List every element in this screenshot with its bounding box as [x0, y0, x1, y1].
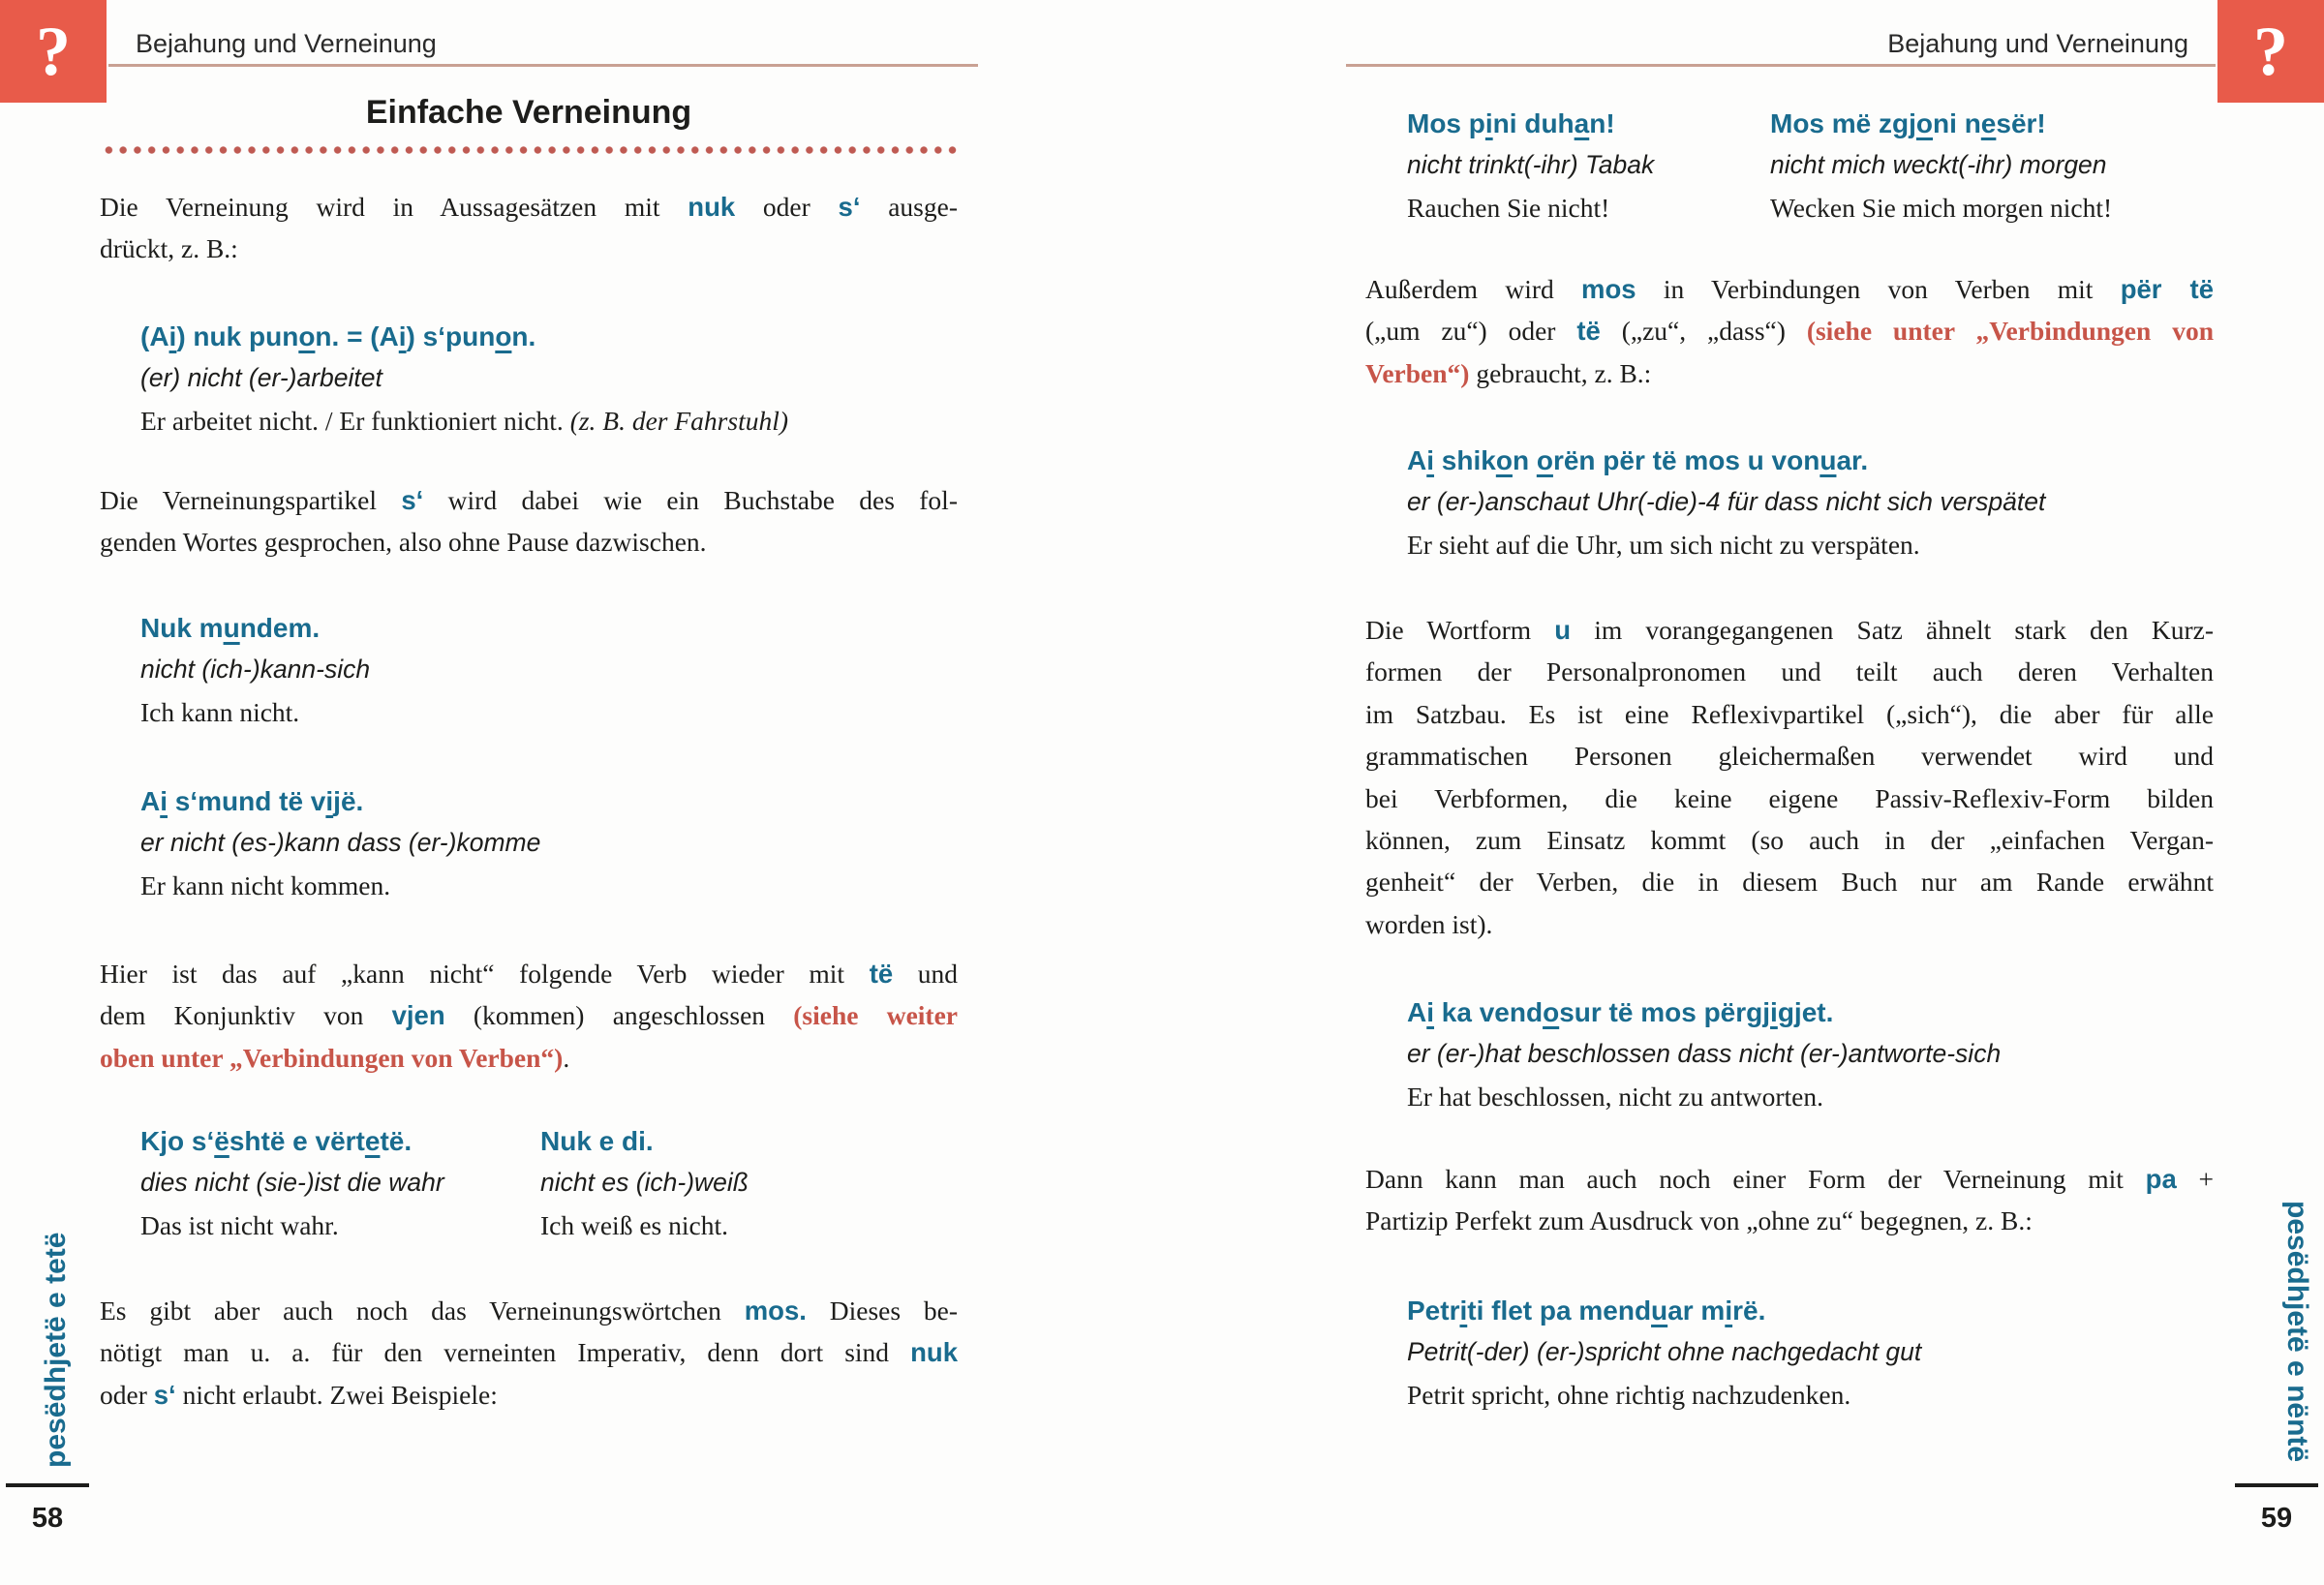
text-segment: nicht erlaubt. Zwei Beispiele:: [175, 1379, 498, 1410]
example-block-column-2: [1770, 103, 2112, 229]
header-rule-left: [108, 64, 978, 67]
text-segment: formen der Personalpronomen und teilt auch deren Verhalten: [1365, 656, 2214, 687]
albanian-term: u: [1554, 615, 1572, 645]
text-segment: drückt, z. B.:: [100, 233, 238, 264]
paragraph-line: [1365, 777, 2214, 819]
stressed-vowel-underline: i: [1426, 445, 1435, 475]
albanian-term: pa: [2145, 1164, 2177, 1194]
text-segment: und: [893, 959, 958, 989]
paragraph: [100, 479, 958, 564]
text-segment: bei Verbformen, die keine eigene Passiv-Reflexiv-Form bilden: [1365, 782, 2214, 813]
sidebar-page-word-right: pesëdhjetë e nëntë: [2281, 1201, 2313, 1463]
text-segment: im vorangegangenen Satz ähnelt stark den Kurz-: [1571, 615, 2214, 645]
example-block: [1407, 991, 2001, 1117]
paragraph-line: [1365, 693, 2214, 735]
albanian-term: të: [1576, 316, 1601, 347]
text-segment: wird dabei wie ein Buchstabe des fol-: [423, 485, 958, 515]
stressed-vowel-underline: i: [398, 321, 407, 351]
german-translation-line: [140, 400, 788, 442]
word-for-word-gloss-line: nicht es (ich-)weiß: [540, 1168, 749, 1198]
text-segment: Partizip Perfekt zum Ausdruck von „ohne zu“ begegnen, z. B.:: [1365, 1205, 2033, 1236]
text-segment: Die Verneinungspartikel: [100, 485, 402, 515]
albanian-example-line: (Ai) nuk punon. = (Ai) s‘punon.: [140, 321, 536, 351]
albanian-example-line: Ai s‘mund të vijë.: [140, 786, 364, 816]
stressed-vowel-underline: a: [1574, 108, 1590, 138]
word-for-word-gloss-line: er nicht (es-)kann dass (er-)komme: [140, 828, 541, 858]
stressed-vowel-underline: u: [1819, 445, 1837, 475]
albanian-term: për të: [2120, 274, 2214, 304]
example-block: [1407, 440, 2045, 565]
albanian-term: vjen: [391, 1000, 445, 1031]
cross-reference: oben unter „Verbindungen von Verben“): [100, 1042, 564, 1073]
text-segment: Die Verneinung wird in Aussagesätzen mit: [100, 192, 688, 222]
text-segment: Außerdem wird: [1365, 274, 1582, 304]
paragraph: [100, 953, 958, 1079]
stressed-vowel-underline: i: [168, 321, 177, 351]
text-segment: nötigt man u. a. für den verneinten Imperativ, denn dort sind: [100, 1337, 911, 1368]
text-segment: (z. B. der Fahrstuhl): [569, 405, 789, 436]
german-translation-line: Er sieht auf die Uhr, um sich nicht zu verspäten.: [1407, 529, 1920, 560]
german-translation-line: Petrit spricht, ohne richtig nachzudenken.: [1407, 1379, 1851, 1410]
albanian-example-line: Mos më zgjoni nesër!: [1770, 108, 2046, 138]
dotted-divider: [100, 144, 958, 156]
paragraph-line: [100, 1290, 958, 1331]
text-segment: (kommen) angeschlossen: [444, 1000, 794, 1031]
example-block: [140, 607, 370, 733]
paragraph: [1365, 609, 2214, 945]
text-segment: im Satzbau. Es ist eine Reflexivpartikel („sich“), die aber für alle: [1365, 698, 2214, 729]
paragraph-line: [1365, 1200, 2214, 1241]
text-segment: können, zum Einsatz kommt (so auch in der „einfachen Vergan-: [1365, 825, 2214, 856]
paragraph-line: [100, 228, 958, 269]
text-segment: oder: [100, 1379, 154, 1410]
stressed-vowel-underline: i: [1426, 997, 1435, 1027]
section-title: Einfache Verneinung: [365, 94, 692, 131]
paragraph-line: [100, 479, 958, 521]
text-segment: („zu“, „dass“): [1600, 316, 1807, 347]
paragraph-line: [100, 186, 958, 228]
german-translation-line: Er hat beschlossen, nicht zu antworten.: [1407, 1081, 1823, 1112]
text-segment: Dieses be-: [806, 1295, 958, 1326]
german-translation-line: Er kann nicht kommen.: [140, 869, 391, 900]
paragraph-line: [100, 1374, 958, 1416]
text-segment: gebraucht, z. B.:: [1469, 357, 1652, 388]
text-segment: oder: [735, 192, 839, 222]
paragraph-line: [1365, 310, 2214, 351]
text-segment: Hier ist das auf „kann nicht“ folgende Verb wieder mit: [100, 959, 870, 989]
stressed-vowel-underline: i: [325, 786, 334, 816]
paragraph: [1365, 1158, 2214, 1242]
german-translation-line: Wecken Sie mich morgen nicht!: [1770, 192, 2113, 223]
paragraph-line: [100, 994, 958, 1036]
albanian-term: nuk: [910, 1337, 958, 1368]
text-segment: worden ist).: [1365, 908, 1493, 939]
albanian-example-line: Mos pini duhan!: [1407, 108, 1615, 138]
albanian-example-line: Nuk e di.: [540, 1126, 654, 1156]
example-block-column-1: [1407, 103, 1654, 229]
word-for-word-gloss-line: er (er-)anschaut Uhr(-die)-4 für dass nicht sich verspätet: [1407, 487, 2046, 517]
page-number-right: 59: [2260, 1503, 2293, 1534]
text-segment: dem Konjunktiv von: [100, 1000, 392, 1031]
stressed-vowel-underline: i: [1459, 1295, 1468, 1326]
paragraph-line: [1365, 651, 2214, 692]
cross-reference: (siehe unter „Verbindungen von: [1806, 316, 2214, 347]
paragraph-line: [1365, 819, 2214, 861]
stressed-vowel-underline: u: [1651, 1295, 1668, 1326]
albanian-term: të: [869, 959, 894, 989]
albanian-example-line: Ai shikon orën për të mos u vonuar.: [1407, 445, 1869, 475]
stressed-vowel-underline: o: [1536, 445, 1553, 475]
text-segment: +: [2176, 1164, 2214, 1194]
albanian-example-line: Petriti flet pa menduar mirë.: [1407, 1295, 1766, 1326]
text-segment: grammatischen Personen gleichermaßen verwendet wird und: [1365, 741, 2214, 772]
albanian-example-line: Kjo s‘është e vërtetë.: [140, 1126, 413, 1156]
paragraph-line: [1365, 903, 2214, 945]
word-for-word-gloss-line: nicht (ich-)kann-sich: [140, 655, 371, 685]
running-header-left: Bejahung und Verneinung: [136, 29, 437, 58]
stressed-vowel-underline: i: [160, 786, 168, 816]
paragraph-line: [1365, 1158, 2214, 1200]
word-for-word-gloss-line: Petrit(-der) (er-)spricht ohne nachgedacht gut: [1407, 1337, 1922, 1367]
stressed-vowel-underline: i: [1484, 108, 1493, 138]
cross-reference: Verben“): [1365, 357, 1470, 388]
paragraph: [100, 1290, 958, 1416]
albanian-term: mos.: [744, 1295, 807, 1326]
albanian-term: mos: [1581, 274, 1636, 304]
paragraph: [100, 186, 958, 270]
text-segment: Es gibt aber auch noch das Verneinungswörtchen: [100, 1295, 745, 1326]
running-header-right: Bejahung und Verneinung: [1887, 29, 2188, 58]
cross-reference: (siehe weiter: [793, 1000, 958, 1031]
word-for-word-gloss-line: nicht mich weckt(-ihr) morgen: [1770, 150, 2107, 180]
paragraph: [1365, 268, 2214, 394]
text-segment: genheit“ der Verben, die in diesem Buch nur am Rande erwähnt: [1365, 867, 2214, 898]
stressed-vowel-underline: i: [1770, 997, 1778, 1027]
word-for-word-gloss-line: nicht trinkt(-ihr) Tabak: [1407, 150, 1655, 180]
paragraph-line: [100, 521, 958, 563]
paragraph-line: [100, 953, 958, 994]
german-translation-line: Das ist nicht wahr.: [140, 1209, 339, 1240]
question-mark-icon: ?: [2217, 0, 2324, 103]
header-rule-right: [1346, 64, 2216, 67]
stressed-vowel-underline: o: [495, 321, 512, 351]
stressed-vowel-underline: ë: [214, 1126, 229, 1156]
stressed-vowel-underline: o: [1915, 108, 1934, 138]
paragraph-line: [1365, 861, 2214, 902]
stressed-vowel-underline: o: [1495, 445, 1513, 475]
stressed-vowel-underline: i: [1725, 1295, 1733, 1326]
text-segment: .: [563, 1042, 570, 1073]
stressed-vowel-underline: o: [298, 321, 316, 351]
sidebar-page-word-left: pesëdhjetë e tetë: [40, 1232, 72, 1468]
stressed-vowel-underline: u: [223, 613, 240, 643]
german-translation-line: Ich weiß es nicht.: [540, 1209, 728, 1240]
example-block-column-2: [540, 1120, 749, 1246]
albanian-example-line: Nuk mundem.: [140, 613, 321, 643]
paragraph-line: [1365, 352, 2214, 394]
text-segment: Die Wortform: [1365, 615, 1555, 645]
example-block: [140, 780, 540, 906]
page-number-left: 58: [31, 1503, 64, 1534]
text-segment: („um zu“) oder: [1365, 316, 1577, 347]
text-segment: ausge-: [860, 192, 958, 222]
albanian-example-line: Ai ka vendosur të mos përgjigjet.: [1407, 997, 1834, 1027]
stressed-vowel-underline: o: [1543, 997, 1560, 1027]
stressed-vowel-underline: e: [364, 1126, 381, 1156]
word-for-word-gloss-line: er (er-)hat beschlossen dass nicht (er-)antworte-sich: [1407, 1039, 2002, 1069]
text-segment: Er arbeitet nicht. / Er funktioniert nicht.: [140, 405, 570, 436]
paragraph-line: [1365, 268, 2214, 310]
text-segment: in Verbindungen von Verben mit: [1636, 274, 2121, 304]
german-translation-line: Rauchen Sie nicht!: [1407, 192, 1610, 223]
text-segment: genden Wortes gesprochen, also ohne Pause dazwischen.: [100, 527, 707, 558]
paragraph-line: [100, 1037, 958, 1079]
word-for-word-gloss-line: (er) nicht (er-)arbeitet: [140, 363, 382, 393]
german-translation-line: Ich kann nicht.: [140, 696, 300, 727]
word-for-word-gloss-line: dies nicht (sie-)ist die wahr: [140, 1168, 444, 1198]
paragraph-line: [1365, 609, 2214, 651]
question-mark-icon: ?: [0, 0, 107, 103]
albanian-term: nuk: [688, 192, 736, 222]
albanian-term: s‘: [838, 192, 861, 222]
albanian-term: s‘: [401, 485, 424, 515]
paragraph-line: [100, 1331, 958, 1373]
example-block: [1407, 1290, 1921, 1416]
paragraph-line: [1365, 735, 2214, 777]
footer-rule-left: [6, 1483, 89, 1487]
stressed-vowel-underline: e: [1980, 108, 1997, 138]
text-segment: Dann kann man auch noch einer Form der Verneinung mit: [1365, 1164, 2146, 1194]
albanian-term: s‘: [153, 1379, 176, 1410]
footer-rule-right: [2235, 1483, 2318, 1487]
example-block: [140, 316, 788, 442]
example-block-column-1: [140, 1120, 444, 1246]
